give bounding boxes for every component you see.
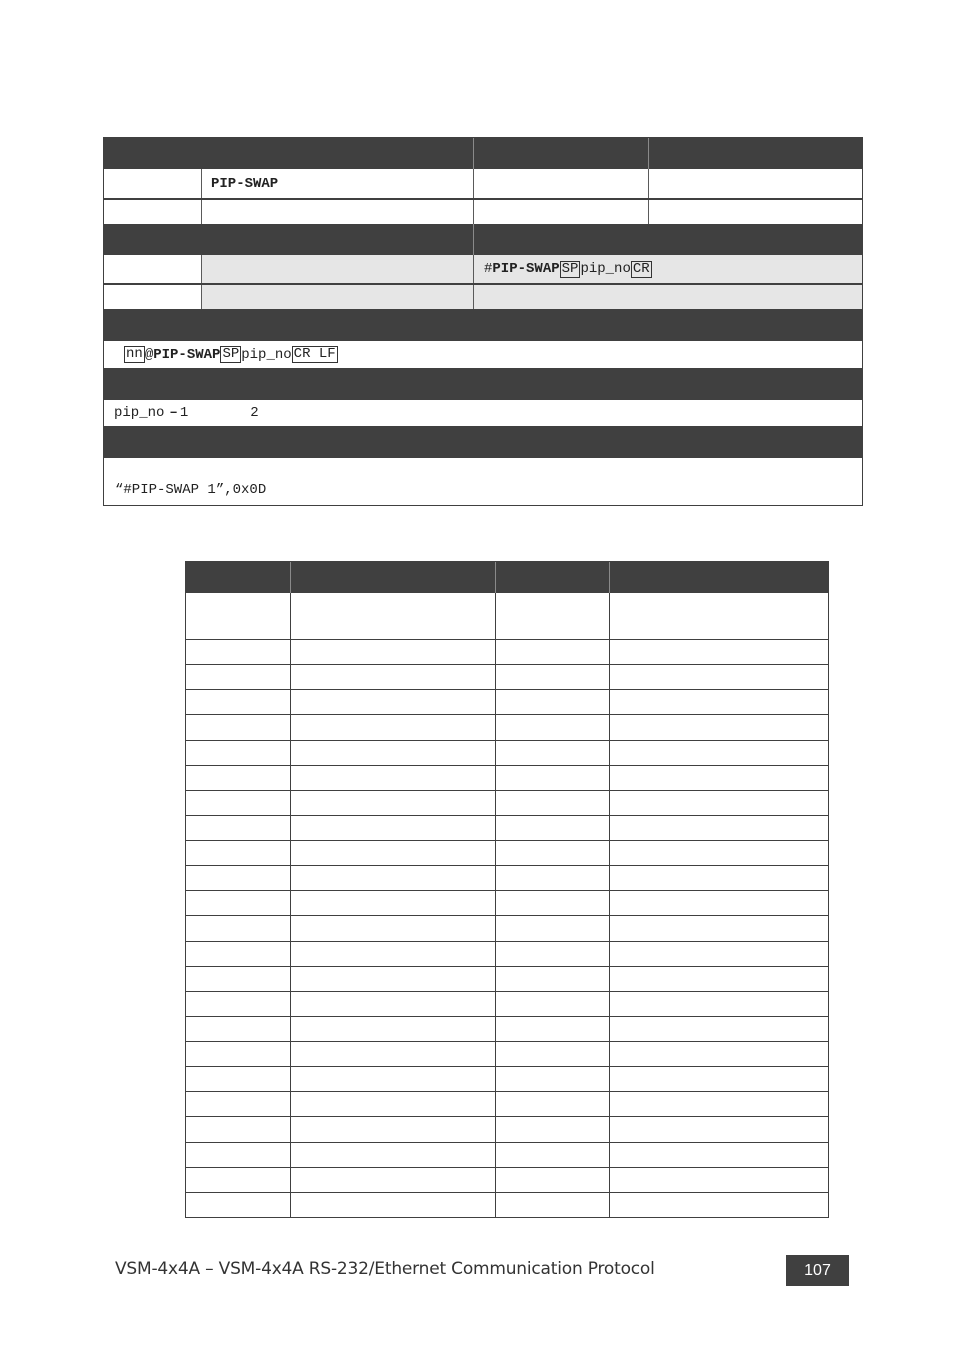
grid-row-line (186, 1091, 828, 1092)
set-syntax-row (104, 255, 862, 283)
response-header-row (104, 309, 862, 341)
grid-row-line (186, 740, 828, 741)
command-row (104, 169, 862, 198)
grid-table (185, 561, 829, 1218)
crlf-marker: CR LF (293, 346, 336, 362)
grid-row-line (186, 865, 828, 866)
grid-row-line (186, 840, 828, 841)
grid-row-line (186, 714, 828, 715)
grid-row-line (186, 966, 828, 967)
header-row (104, 138, 862, 169)
grid-row-line (186, 890, 828, 891)
command-table (103, 137, 863, 506)
grid-header-row (186, 562, 828, 593)
grid-row-line (186, 639, 828, 640)
get-syntax-row (104, 285, 862, 309)
example-text: “#PIP-SWAP 1”,0x0D (115, 482, 267, 498)
parameters-row (104, 400, 862, 426)
grid-row-line (186, 1167, 828, 1168)
parameters-header-row (104, 368, 862, 400)
page-number: 107 (786, 1255, 849, 1286)
parameter-description: pip_no – 1 2 (114, 405, 259, 421)
grid-row-line (186, 1192, 828, 1193)
grid-row-line (186, 1016, 828, 1017)
grid-column-line (495, 593, 496, 1217)
response-syntax: nn @ PIP-SWAP SP pip_no CR LF (126, 346, 336, 363)
grid-row-line (186, 1116, 828, 1117)
grid-row-line (186, 689, 828, 690)
set-syntax: # PIP-SWAP SP pip_no CR (484, 260, 650, 277)
grid-column-line (290, 593, 291, 1217)
sp-marker: SP (561, 260, 579, 277)
cr-marker: CR (632, 260, 650, 277)
grid-row-line (186, 991, 828, 992)
grid-row-line (186, 790, 828, 791)
footer-title: VSM-4x4A – VSM-4x4A RS-232/Ethernet Communication Protocol (115, 1259, 655, 1279)
nn-marker: nn (126, 346, 143, 362)
grid-row-line (186, 1142, 828, 1143)
example-row (104, 458, 862, 505)
command-row-2 (104, 200, 862, 224)
command-name: PIP-SWAP (211, 175, 279, 192)
grid-column-line (609, 593, 610, 1217)
grid-row-line (186, 664, 828, 665)
grid-row-line (186, 1066, 828, 1067)
example-header-row (104, 426, 862, 458)
grid-row-line (186, 765, 828, 766)
sp-marker: SP (222, 346, 240, 362)
grid-row-line (186, 941, 828, 942)
grid-row-line (186, 915, 828, 916)
grid-row-line (186, 1041, 828, 1042)
response-row (104, 341, 862, 368)
syntax-header-row (104, 224, 862, 255)
grid-row-line (186, 815, 828, 816)
